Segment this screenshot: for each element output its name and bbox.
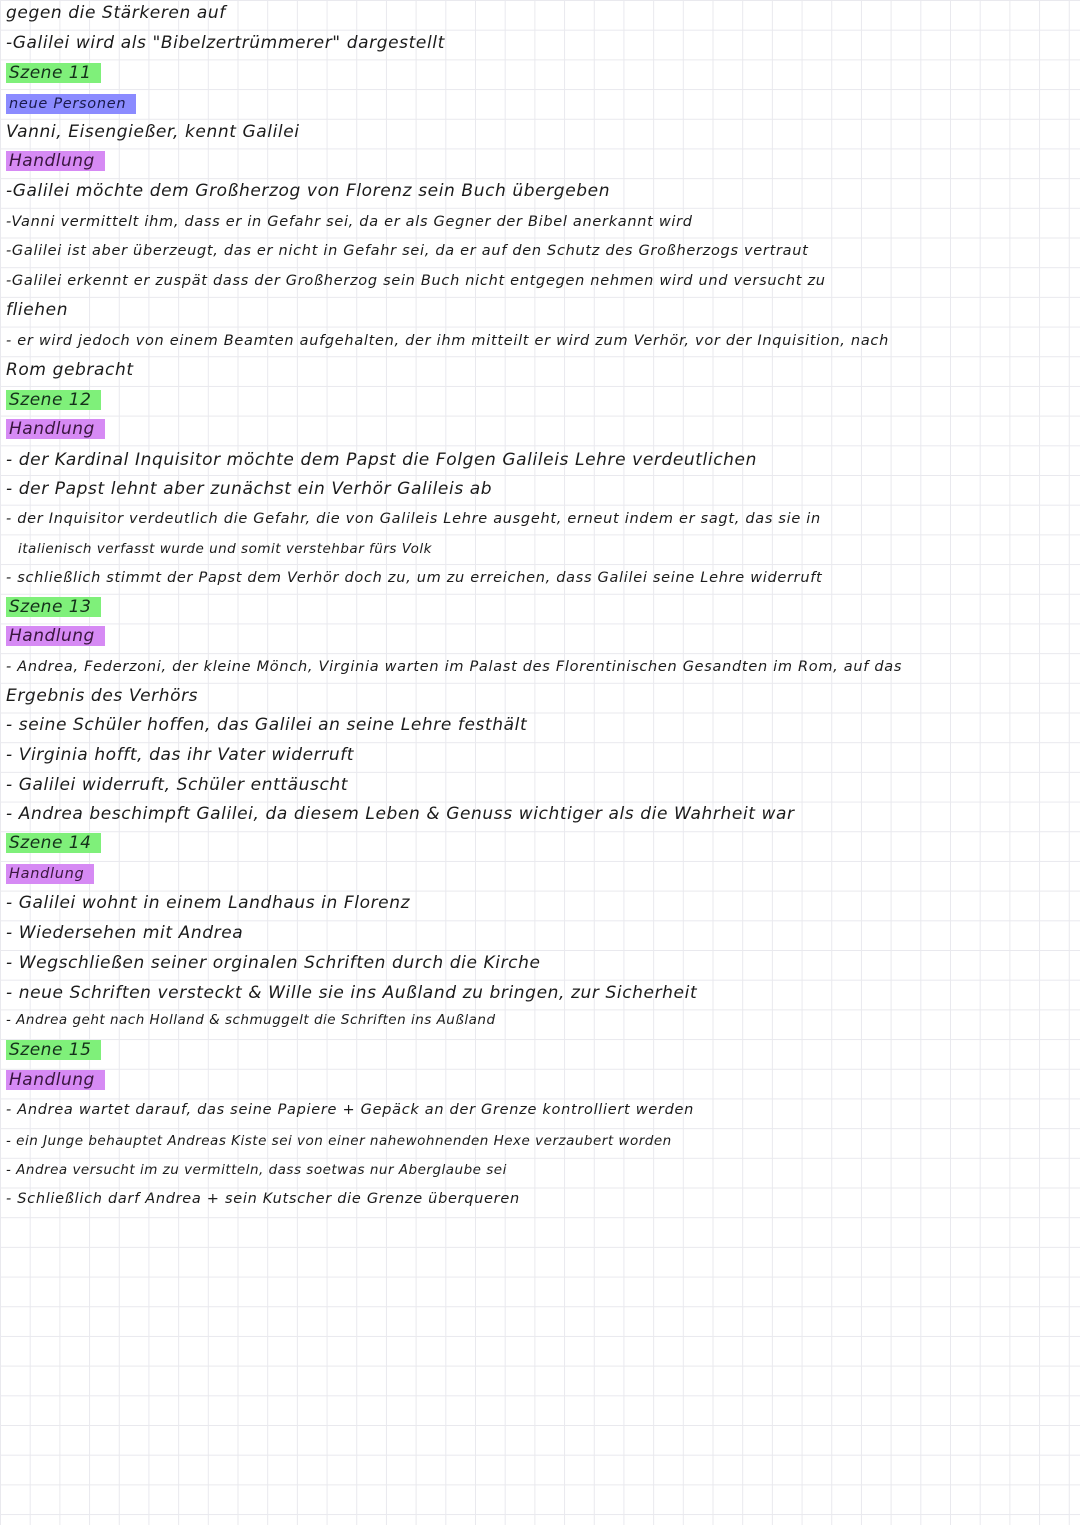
handlung-label-row <box>6 418 1076 440</box>
scene-11-heading: Szene 11 <box>6 63 101 83</box>
scene-heading <box>6 832 1076 854</box>
note-line: - ein Junge behauptet Andreas Kiste sei von einer nahewohnenden Hexe verzaubert worden <box>6 1133 672 1149</box>
note-line: - er wird jedoch von einem Beamten aufgehalten, der ihm mitteilt er wird zum Verhör, vor der Inquisition, nach <box>6 333 889 349</box>
note-line: - Schließlich darf Andrea + sein Kutscher die Grenze überqueren <box>6 1191 520 1207</box>
note-line: -Galilei erkennt er zuspät dass der Großherzog sein Buch nicht entgegen nehmen wird und versucht zu <box>6 273 826 289</box>
note-line: Vanni, Eisengießer, kennt Galilei <box>6 122 300 142</box>
note-line: -Galilei ist aber überzeugt, das er nicht in Gefahr sei, da er auf den Schutz des Großherzogs vertraut <box>6 243 809 259</box>
handlung-label: Handlung <box>6 151 105 171</box>
note-line: - der Kardinal Inquisitor möchte dem Papst die Folgen Galileis Lehre verdeutlichen <box>6 450 757 470</box>
note-line: - neue Schriften versteckt & Wille sie ins Außland zu bringen, zur Sicherheit <box>6 983 698 1003</box>
note-line: - seine Schüler hoffen, das Galilei an seine Lehre festhält <box>6 715 528 735</box>
note-line: - Virginia hofft, das ihr Vater widerruft <box>6 745 355 765</box>
handlung-label-row <box>6 862 1076 884</box>
handlung-label-row <box>6 1069 1076 1091</box>
handlung-label: Handlung <box>6 626 105 646</box>
note-line: - Andrea geht nach Holland & schmuggelt die Schriften ins Außland <box>6 1012 496 1028</box>
scene-13-heading: Szene 13 <box>6 597 101 617</box>
note-line: - Andrea wartet darauf, das seine Papiere + Gepäck an der Grenze kontrolliert werden <box>6 1102 694 1118</box>
note-line: - Galilei wohnt in einem Landhaus in Florenz <box>6 893 411 913</box>
scene-heading <box>6 596 1076 618</box>
note-line: - der Papst lehnt aber zunächst ein Verhör Galileis ab <box>6 479 493 499</box>
scene-14-heading: Szene 14 <box>6 833 101 853</box>
scene-12-heading: Szene 12 <box>6 390 101 410</box>
scene-15-heading: Szene 15 <box>6 1040 101 1060</box>
note-line: - schließlich stimmt der Papst dem Verhör doch zu, um zu erreichen, dass Galilei seine Lehre widerruft <box>6 570 823 586</box>
handlung-label: Handlung <box>6 864 94 884</box>
handlung-label: Handlung <box>6 419 105 439</box>
note-line: - Wegschließen seiner orginalen Schriften durch die Kirche <box>6 953 541 973</box>
new-persons-label: neue Personen <box>6 94 136 114</box>
note-line: -Galilei möchte dem Großherzog von Florenz sein Buch übergeben <box>6 181 611 201</box>
handlung-label: Handlung <box>6 1070 105 1090</box>
scene-heading <box>6 389 1076 411</box>
scene-heading <box>6 62 1076 84</box>
note-line: - Wiedersehen mit Andrea <box>6 923 244 943</box>
handlung-label-row <box>6 625 1076 647</box>
note-line: - der Inquisitor verdeutlich die Gefahr, die von Galileis Lehre ausgeht, erneut indem er sagt, das sie in <box>6 511 821 527</box>
handlung-label-row <box>6 150 1076 172</box>
note-line: Rom gebracht <box>6 360 134 380</box>
persons-label-row <box>6 92 1076 114</box>
scene-heading <box>6 1039 1076 1061</box>
note-line: fliehen <box>6 300 69 320</box>
note-line: Ergebnis des Verhörs <box>6 686 199 706</box>
note-line: -Vanni vermittelt ihm, dass er in Gefahr sei, da er als Gegner der Bibel anerkannt wird <box>6 214 693 230</box>
note-line: gegen die Stärkeren auf <box>6 3 226 23</box>
note-line: -Galilei wird als "Bibelzertrümmerer" dargestellt <box>6 33 445 53</box>
note-line: - Andrea, Federzoni, der kleine Mönch, Virginia warten im Palast des Florentinischen Gesandten im Rom, auf das <box>6 659 903 675</box>
note-line: - Andrea beschimpft Galilei, da diesem Leben & Genuss wichtiger als die Wahrheit war <box>6 804 795 824</box>
note-line: - Galilei widerruft, Schüler enttäuscht <box>6 775 349 795</box>
note-line: - Andrea versucht im zu vermitteln, dass soetwas nur Aberglaube sei <box>6 1162 507 1178</box>
note-line: italienisch verfasst wurde und somit verstehbar fürs Volk <box>18 541 432 557</box>
